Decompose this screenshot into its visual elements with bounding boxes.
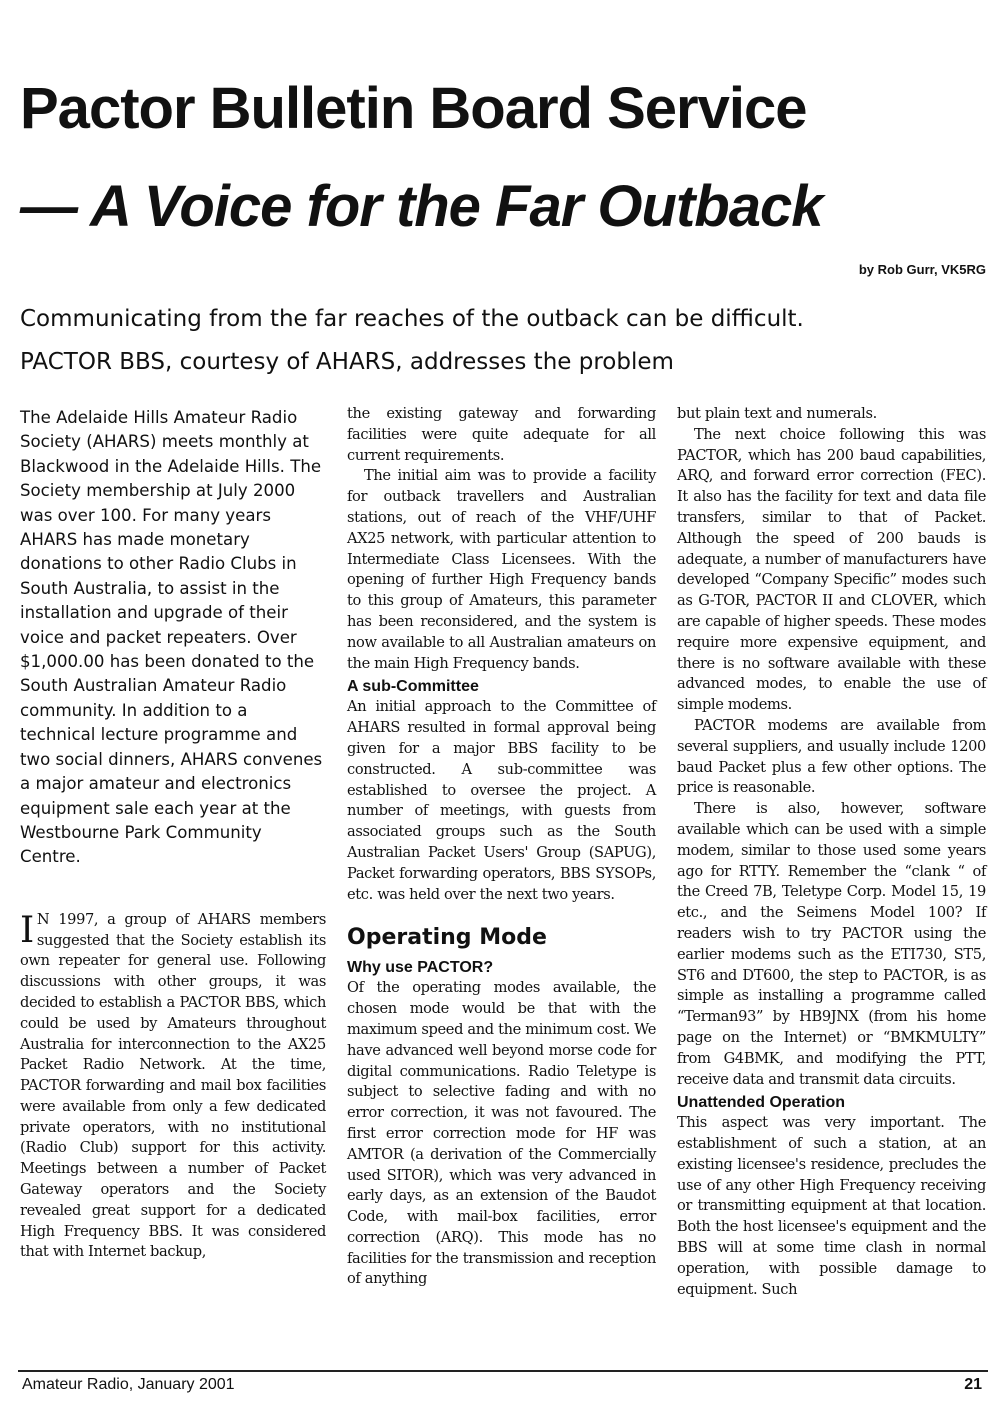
article-title-line-2: — A Voice for the Far Outback xyxy=(20,174,823,239)
footer-rule xyxy=(18,1370,988,1372)
page-number: 21 xyxy=(964,1376,982,1393)
body-paragraph: PACTOR modems are available from several suppliers, and usually include 1200 baud Packet plus a few other options. The price is reasonable. xyxy=(677,716,986,797)
drop-cap: I xyxy=(20,909,34,951)
paragraph-text: N 1997, a group of AHARS members suggested that the Society establish its own repeater for general use. Following discussions with other groups, it was decided to establish a PACTOR BBS, which could be used by Amateurs throughout Australia for interconnection to the AX25 Packet Radio Network. At the time, PACTOR forwarding and mail box facilities were available from only a few dedicated private operators, with no institutional (Radio Club) support for this activity. Meetings between a number of Packet Gateway operators and the Society revealed great support for a dedicated High Frequency BBS. It was considered that with Internet backup, xyxy=(20,910,326,1261)
section-heading-operating-mode: Operating Mode xyxy=(347,925,547,951)
column-2 xyxy=(347,404,656,1290)
subheading-sub-committee: A sub-Committee xyxy=(347,678,479,696)
column-3 xyxy=(677,404,986,1300)
body-paragraph: The next choice following this was PACTOR, which has 200 baud capabilities, ARQ, and forward error correction (FEC). It also has the facility for text and data file transfers, similar to that of Packet. Although the speed of 200 bauds is adequate, a number of manufacturers have developed “Company Specific” modes such as G-TOR, PACTOR II and CLOVER, which are capable of higher speeds. These modes require more expensive equipment, and there is no software available with these advanced modes, to enable the use of simple modems. xyxy=(677,425,986,714)
body-paragraph: An initial approach to the Committee of AHARS resulted in formal approval being given for a major BBS facility to be constructed. A sub-committee was established to oversee the project. A number of meetings, with guests from associated groups such as the South Australian Packet Users' Group (SAPUG), Packet forwarding operators, BBS SYSOPs, etc. was held over the next two years. xyxy=(347,698,656,903)
body-paragraph: but plain text and numerals. xyxy=(677,405,877,422)
intro-line-2: PACTOR BBS, courtesy of AHARS, addresses the problem xyxy=(20,349,674,375)
byline: by Rob Gurr, VK5RG xyxy=(858,262,986,277)
body-paragraph: the existing gateway and forwarding facilities were quite adequate for all current requirements. xyxy=(347,405,656,464)
column-1 xyxy=(20,404,326,1263)
body-paragraph: This aspect was very important. The establishment of such a station, at an existing licensee's residence, precludes the use of any other High Frequency receiving or transmitting equipment at that location. Both the host licensee's equipment and the BBS will at some time clash in normal operation, with possible damage to equipment. Such xyxy=(677,1114,986,1298)
body-paragraph xyxy=(20,910,326,1264)
body-paragraph: Of the operating modes available, the chosen mode would be that with the maximum speed and the minimum cost. We have advanced well beyond morse code for digital communications. Radio Teletype is subject to selective fading and with no error correction, it was not favoured. The first error correction mode for HF was AMTOR (a derivation of the Commercially used SITOR), which was very advanced in early days, as an extension of the Baudot Code, with mail-box facilities, error correction (ARQ). This mode has no facilities for the transmission and reception of anything xyxy=(347,979,656,1288)
body-paragraph: There is also, however, software available which can be used with a simple modem, similar to those used some years ago for RTTY. Remember the “clank “ of the Creed 7B, Teletype Corp. Model 15, 19 etc., and the Seimens Model 100? If readers wish to try PACTOR using the earlier modems such as the ETI730, ST5, ST6 and DT600, the step to PACTOR, is as simple as installing a programme called “Terman93” by HB9JNX (from his home page on the Internet) or “BMKMULTY” from G4BMK, and modifying the PTT, receive data and transmit data circuits. xyxy=(677,800,986,1088)
footer-publication: Amateur Radio, January 2001 xyxy=(22,1376,235,1393)
subheading-why-use-pactor: Why use PACTOR? xyxy=(347,959,494,977)
lead-paragraph: The Adelaide Hills Amateur Radio Society (AHARS) meets monthly at Blackwood in the Adelaide Hills. The Society membership at July 2000 was over 100. For many years AHARS has made monetary donations to other Radio Clubs in South Australia, to assist in the installation and upgrade of their voice and packet repeaters. Over $1,000.00 has been donated to the South Australian Amateur Radio community. In addition to a technical lecture programme and two social dinners, AHARS convenes a major amateur and electronics equipment sale each year at the Westbourne Park Community Centre. xyxy=(20,408,323,867)
body-paragraph: The initial aim was to provide a facility for outback travellers and Australian stations, out of reach of the VHF/UHF AX25 network, with particular attention to Intermediate Class Licensees. With the opening of further High Frequency bands to this group of Amateurs, this parameter has been reconsidered, and the system is now available to all Australian amateurs on the main High Frequency bands. xyxy=(347,467,656,672)
subheading-unattended-operation: Unattended Operation xyxy=(677,1094,846,1112)
article-title-line-1: Pactor Bulletin Board Service xyxy=(20,76,807,141)
intro-line-1: Communicating from the far reaches of the outback can be difficult. xyxy=(20,306,804,332)
